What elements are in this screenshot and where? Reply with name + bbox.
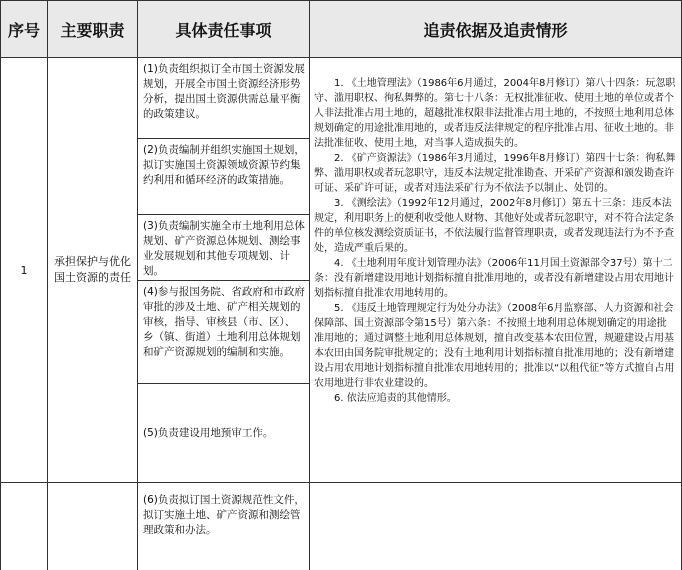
- specific-item-3: (3)负责编制实施全市土地利用总体规划、矿产资源总体规划、测绘事业发展规划和其他专项规划、计划。: [137, 214, 310, 281]
- specific-item-2: (2)负责编制并组织实施国土规划，拟订实施国土资源领域资源节约集约利用和循环经济的政策措施。: [137, 138, 310, 215]
- specific-item-4: (4)参与报国务院、省政府和市政府审批的涉及土地、矿产相关规划的审核，指导、审核县（市、区）、乡（镇、街道）土地利用总体规划和矿产资源规划的编制和实施。: [137, 280, 310, 384]
- header-main-duty: 主要职责: [47, 0, 138, 58]
- row-main-duty-text: 承担保护与优化国土资源的责任: [54, 255, 131, 284]
- specific-item-1: (1)负责组织拟订全市国土资源发展规划，开展全市国土资源经济形势分析，提出国土资源供需总量平衡的政策建议。: [137, 57, 310, 139]
- row-seq-cell: [0, 57, 48, 483]
- row2-seq-cell: [0, 482, 48, 570]
- row-main-duty-cell: [47, 57, 138, 483]
- header-seq: 序号: [0, 0, 48, 58]
- row-seq-number: 1: [20, 263, 28, 277]
- basis-paragraph-1: 1. 《土地管理法》（1986年6月通过，2004年8月修订）第八十四条：玩忽职守、滥用职权、徇私舞弊的。第七十八条：无权批准征收、使用土地的单位或者个人非法批准占用土地的，超越批准权限非法批准占用土地的，不按照土地利用总体规划确定的用途批准用地的，或者违反法律规定的程序批准占用、征收土地的。非法批准征收、使用土地，对当事人造成损失的。: [314, 78, 676, 149]
- accountability-text: [314, 76, 676, 406]
- basis-paragraph-6: 6. 依法应追责的其他情形。: [334, 393, 457, 404]
- specific-item-6: (6)负责拟订国土资源规范性文件，拟订实施土地、矿产资源和测绘管理政策和办法。: [137, 482, 310, 570]
- row2-accountability-cell: [309, 482, 682, 570]
- basis-paragraph-2: 2. 《矿产资源法》（1986年3月通过，1996年8月修订）第四十七条：徇私舞弊、滥用职权或者玩忽职守，违反本法规定批准勘查、开采矿产资源和颁发勘查许可证、采矿许可证，或者对违法采矿行为不依法予以制止、处罚的。: [314, 153, 676, 194]
- basis-paragraph-3: 3. 《测绘法》（1992年12月通过，2002年8月修订）第五十三条：违反本法规定，利用职务上的便利收受他人财物、其他好处或者玩忽职守，对不符合法定条件的单位核发测绘资质证书，不依法履行监督管理职责，或者发现违法行为不予查处，造成严重后果的。: [314, 198, 674, 254]
- header-specific-items: 具体责任事项: [137, 0, 310, 58]
- basis-paragraph-4: 4. 《土地利用年度计划管理办法》（2006年11月国土资源部令37号）第十二条：没有新增建设用地计划指标擅自批准用地的，或者没有新增建设占用农用地计划指标擅自批准农用地转用的。: [314, 258, 674, 299]
- basis-paragraph-5: 5. 《违反土地管理规定行为处分办法》（2008年6月监察部、人力资源和社会保障部、国土资源部令第15号）第六条：不按照土地利用总体规划确定的用途批准用地的；通过调整土地利用总体规划，擅自改变基本农田位置，规避建设占用基本农田由国务院审批规定的；没有土地利用计划指标擅自批准用地的；没有新增建设占用农用地计划指标擅自批准农用地转用的；批准以“以租代征”等方式擅自占用农用地进行非农业建设的。: [314, 303, 675, 389]
- specific-item-5: [137, 383, 310, 483]
- row2-main-duty-cell: [47, 482, 138, 570]
- specific-item-5-text: (5)负责建设用地预审工作。: [143, 426, 274, 439]
- header-accountability: 追责依据及追责情形: [309, 0, 682, 58]
